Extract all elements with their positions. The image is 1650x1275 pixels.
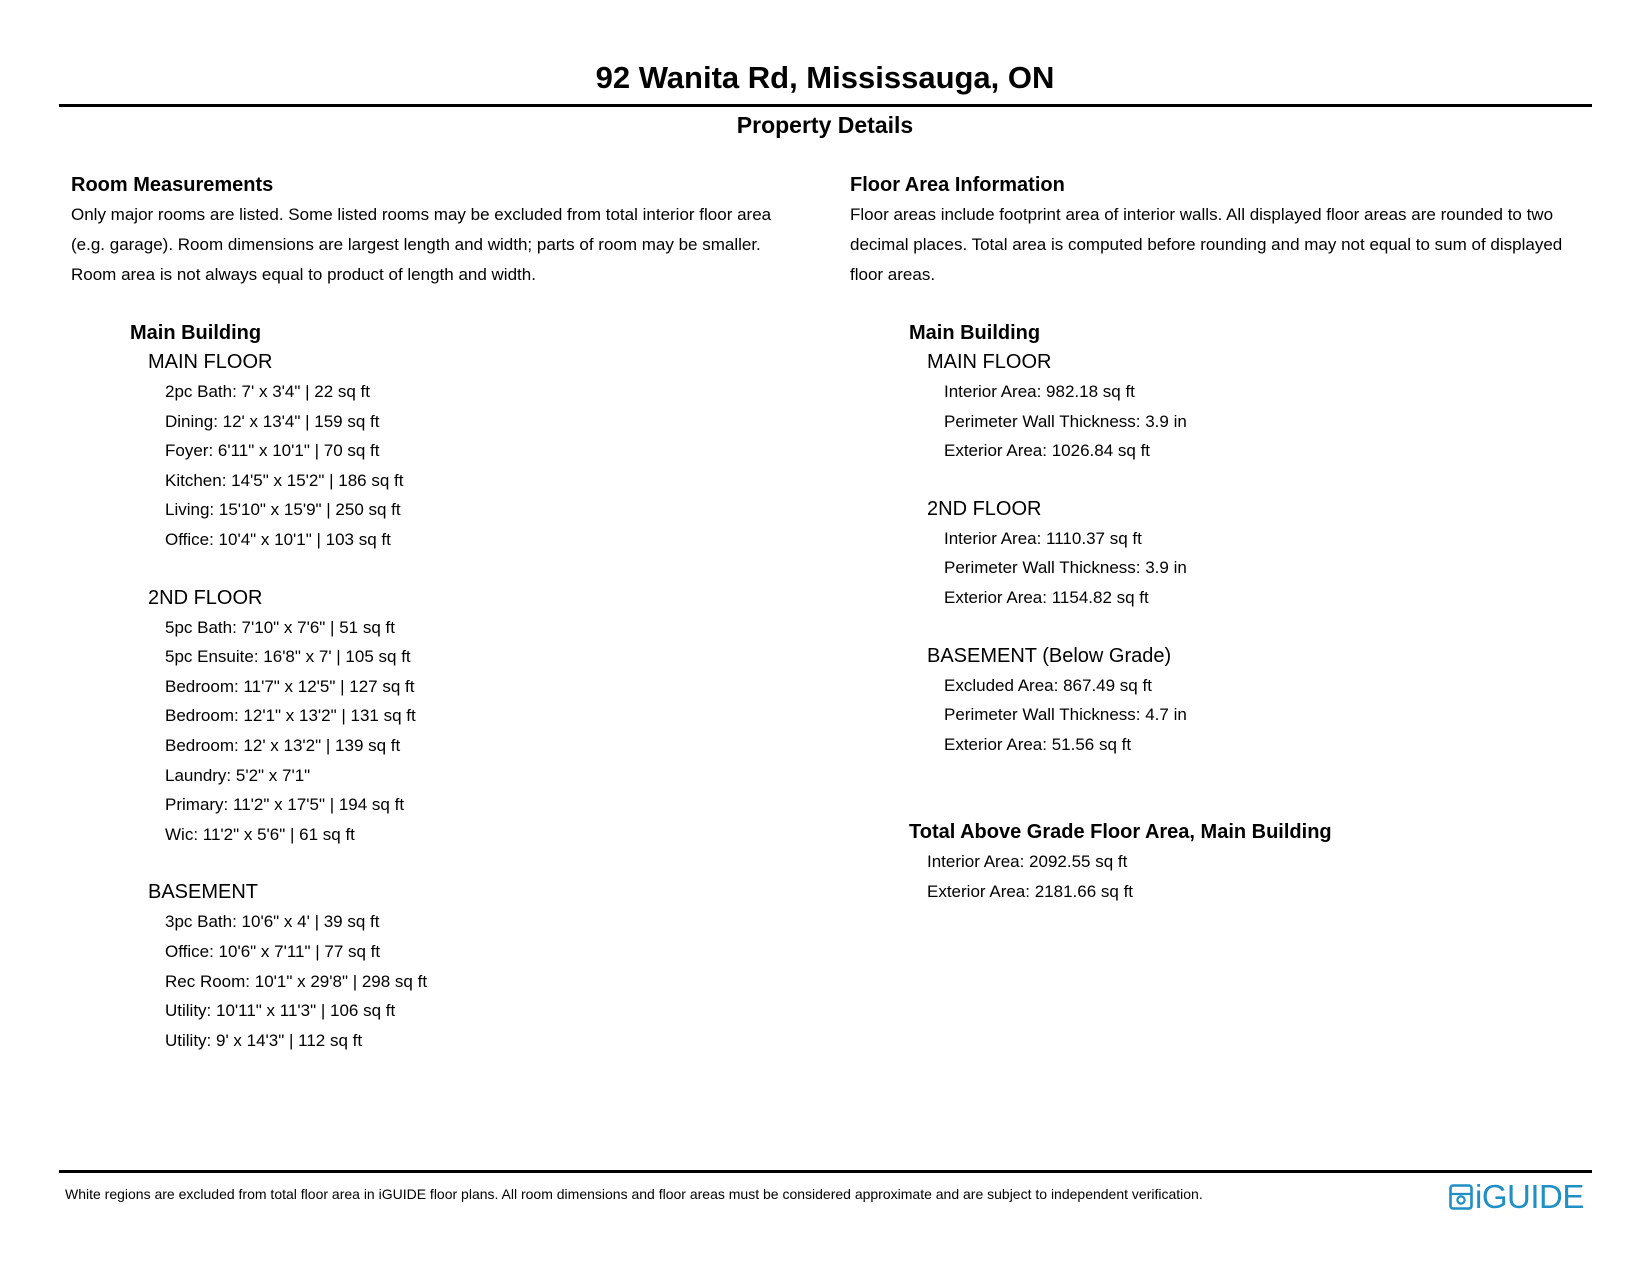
floor-name: MAIN FLOOR [148,351,273,373]
room-item: Wic: 11'2" x 5'6" | 61 sq ft [165,824,355,844]
room-item: Bedroom: 12' x 13'2" | 139 sq ft [165,735,401,755]
footer-divider [59,1170,1592,1173]
room-item: 5pc Bath: 7'10" x 7'6" | 51 sq ft [165,617,395,637]
room-item: 5pc Ensuite: 16'8" x 7' | 105 sq ft [165,647,411,667]
total-area-item: Exterior Area: 2181.66 sq ft [927,882,1134,902]
room-item: Rec Room: 10'1" x 29'8" | 298 sq ft [165,971,428,991]
area-list [927,377,1610,466]
room-item: Utility: 10'11" x 11'3" | 106 sq ft [165,1001,396,1021]
building-title: Main Building [909,322,1041,344]
room-measurements-intro-line: (e.g. garage). Room dimensions are largest length and width; parts of room may be smaller. [71,235,761,254]
room-measurements-building [130,318,831,1055]
floor-block-2nd [148,584,831,850]
room-item: Primary: 11'2" x 17'5" | 194 sq ft [165,795,405,815]
floor-name: BASEMENT (Below Grade) [927,644,1172,667]
floor-block-basement [148,878,831,1055]
page-subtitle: Property Details [736,112,914,138]
footer-disclaimer: White regions are excluded from total floor area in iGUIDE floor plans. All room dimensions and floor areas must be considered approximate and are subject to independent verification. [65,1186,1203,1202]
room-item: Bedroom: 11'7" x 12'5" | 127 sq ft [165,676,415,696]
room-item: Kitchen: 14'5" x 15'2" | 186 sq ft [165,470,404,490]
floor-area-intro-line: decimal places. Total area is computed before rounding and may not equal to sum of displayed [850,235,1563,254]
floor-area-intro-line: Floor areas include footprint area of interior walls. All displayed floor areas are rounded to two [850,205,1554,224]
area-list [927,671,1610,760]
total-area-title: Total Above Grade Floor Area, Main Building [909,821,1332,844]
floor-area-building [909,318,1610,759]
floor-name: MAIN FLOOR [927,351,1052,373]
area-item: Perimeter Wall Thickness: 4.7 in [944,705,1187,725]
room-item: Office: 10'4" x 10'1" | 103 sq ft [165,529,391,549]
floor-name: BASEMENT [148,881,259,904]
room-item: Bedroom: 12'1" x 13'2" | 131 sq ft [165,706,416,726]
building-title: Main Building [130,322,262,344]
area-item: Perimeter Wall Thickness: 3.9 in [944,411,1187,431]
area-list [927,524,1610,613]
area-item: Interior Area: 1110.37 sq ft [944,528,1142,548]
floor-area-heading: Floor Area Information [850,174,1065,196]
room-measurements-intro-line: Only major rooms are listed. Some listed rooms may be excluded from total interior floor area [71,205,772,224]
total-area-list [909,847,1610,907]
floor-name: 2ND FLOOR [927,497,1042,520]
room-list [148,907,831,1055]
room-measurements-intro-line: Room area is not always equal to product of length and width. [71,265,536,284]
area-item: Perimeter Wall Thickness: 3.9 in [944,558,1187,578]
total-area-item: Interior Area: 2092.55 sq ft [927,852,1128,872]
room-list [148,377,831,555]
room-measurements-column [71,170,831,1055]
total-area-block [909,817,1610,907]
iguide-logo-icon [1449,1184,1473,1210]
room-item: Dining: 12' x 13'4" | 159 sq ft [165,411,380,431]
room-item: Foyer: 6'11" x 10'1" | 70 sq ft [165,441,380,461]
header-divider [59,104,1592,107]
iguide-logo-text: iGUIDE [1475,1178,1584,1215]
area-item: Exterior Area: 51.56 sq ft [944,734,1132,754]
floor-area-column [850,170,1610,907]
room-measurements-heading: Room Measurements [71,174,274,196]
floor-block-main [148,348,831,555]
floor-area-intro-line: floor areas. [850,265,936,284]
room-list [148,613,831,850]
room-item: 3pc Bath: 10'6" x 4' | 39 sq ft [165,912,380,932]
area-block-basement [927,642,1610,760]
area-item: Interior Area: 982.18 sq ft [944,382,1135,401]
room-item: 2pc Bath: 7' x 3'4" | 22 sq ft [165,382,371,401]
area-item: Exterior Area: 1154.82 sq ft [944,587,1149,607]
area-block-2nd [927,495,1610,613]
page-title: 92 Wanita Rd, Mississauga, ON [595,60,1055,95]
room-item: Living: 15'10" x 15'9" | 250 sq ft [165,500,401,520]
room-item: Office: 10'6" x 7'11" | 77 sq ft [165,941,381,961]
room-item: Laundry: 5'2" x 7'1" [165,765,311,785]
area-item: Exterior Area: 1026.84 sq ft [944,441,1151,461]
room-item: Utility: 9' x 14'3" | 112 sq ft [165,1030,363,1050]
iguide-logo [1449,1180,1584,1214]
floor-name: 2ND FLOOR [148,586,263,609]
area-item: Excluded Area: 867.49 sq ft [944,675,1152,695]
area-block-main [927,348,1610,466]
